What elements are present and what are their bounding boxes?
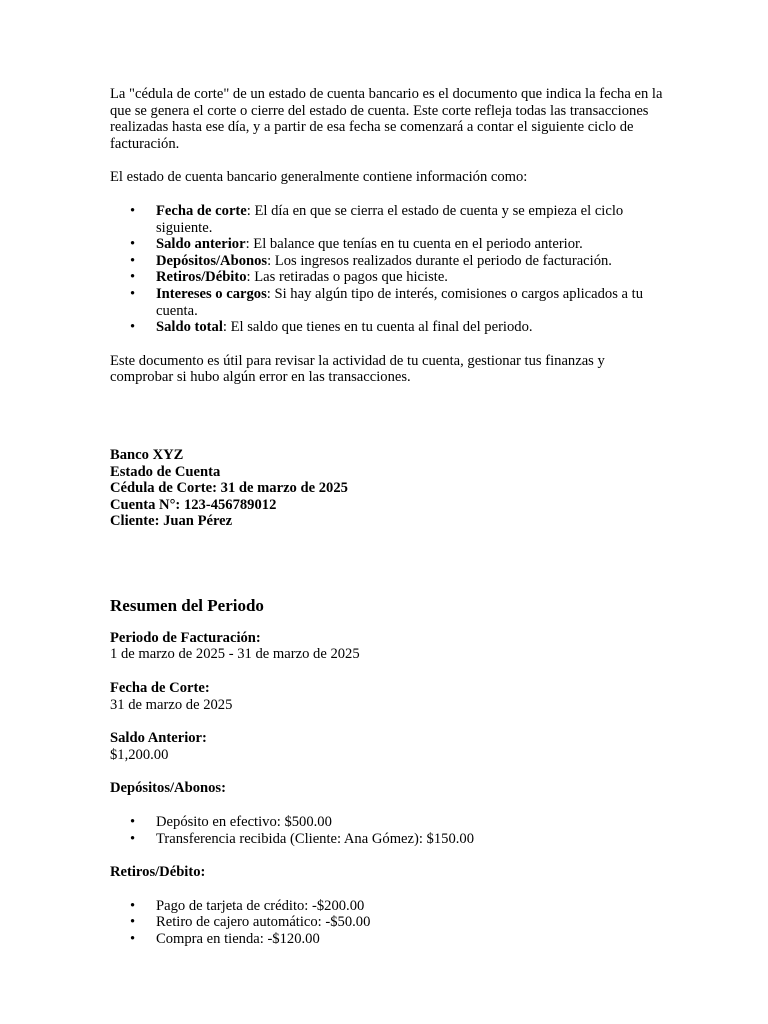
list-item <box>110 914 670 931</box>
list-item <box>110 203 670 236</box>
intro-paragraph-1: La "cédula de corte" de un estado de cuenta bancario es el documento que indica la fecha en la que se genera el corte o cierre del estado de cuenta. Este corte refleja todas las transacciones realizadas hasta ese día, y a partir de esa fecha se comenzará a contar el siguiente ciclo de facturación. <box>110 86 663 152</box>
list-item-term: Saldo anterior <box>156 236 246 253</box>
list-item-term: Saldo total <box>156 319 223 336</box>
list-item <box>110 286 670 319</box>
list-item-desc: : El balance que tenías en tu cuenta en el periodo anterior. <box>245 236 583 253</box>
deposit-item: Transferencia recibida (Cliente: Ana Gómez): $150.00 <box>156 830 474 847</box>
cutoff-date-value: 31 de marzo de 2025 <box>110 696 233 713</box>
previous-balance-field <box>110 730 670 763</box>
bullet-icon: • <box>130 931 136 947</box>
bullet-icon: • <box>130 814 136 831</box>
previous-balance-label: Saldo Anterior: <box>110 730 207 747</box>
bullet-icon: • <box>130 319 136 336</box>
list-item <box>110 236 670 253</box>
list-item <box>110 269 670 286</box>
withdrawals-label: Retiros/Débito: <box>110 864 206 881</box>
list-item <box>110 319 670 336</box>
cutoff-date-label: Fecha de Corte: <box>110 680 210 697</box>
list-item-desc: : El día en que se cierra el estado de cuenta y se empieza el ciclo siguiente. <box>156 202 624 236</box>
intro-paragraph-3: Este documento es útil para revisar la actividad de tu cuenta, gestionar tus finanzas y comprobar si hubo algún error en las transacciones. <box>110 352 605 386</box>
bullet-icon: • <box>130 914 136 931</box>
bullet-icon: • <box>130 269 136 286</box>
list-item-term: Retiros/Débito <box>156 269 247 286</box>
list-item <box>110 831 670 848</box>
list-item <box>110 898 670 915</box>
list-item <box>110 931 670 948</box>
withdrawal-item: Compra en tienda: -$120.00 <box>156 931 320 947</box>
list-item-desc: : Las retiradas o pagos que hiciste. <box>246 269 448 286</box>
list-item-term: Depósitos/Abonos <box>156 252 268 269</box>
intro-paragraph-2: El estado de cuenta bancario generalmente contiene información como: <box>110 169 528 186</box>
list-item-desc: : Si hay algún tipo de interés, comisiones o cargos aplicados a tu cuenta. <box>156 285 644 319</box>
bullet-icon: • <box>130 897 136 914</box>
deposits-list <box>110 814 670 847</box>
list-item-desc: : El saldo que tienes en tu cuenta al final del periodo. <box>222 319 533 336</box>
client-name: Cliente: Juan Pérez <box>110 513 233 530</box>
list-item-desc: : Los ingresos realizados durante el periodo de facturación. <box>267 252 612 269</box>
billing-period-field <box>110 630 670 663</box>
list-item <box>110 814 670 831</box>
bullet-icon: • <box>130 252 136 269</box>
bullet-icon: • <box>130 830 136 847</box>
bank-name: Banco XYZ <box>110 446 184 463</box>
summary-title: Resumen del Periodo <box>110 595 264 615</box>
list-item-term: Intereses o cargos <box>156 285 267 302</box>
billing-period-value: 1 de marzo de 2025 - 31 de marzo de 2025 <box>110 646 360 663</box>
deposit-item: Depósito en efectivo: $500.00 <box>156 814 332 831</box>
document-page <box>110 86 670 965</box>
spacer <box>110 530 670 596</box>
info-list <box>110 203 670 336</box>
bullet-icon: • <box>130 285 136 302</box>
previous-balance-value: $1,200.00 <box>110 746 169 763</box>
list-item <box>110 253 670 270</box>
spacer <box>110 403 670 447</box>
withdrawal-item: Retiro de cajero automático: -$50.00 <box>156 914 371 931</box>
withdrawal-item: Pago de tarjeta de crédito: -$200.00 <box>156 897 365 914</box>
withdrawals-list <box>110 898 670 948</box>
cutoff-date-field <box>110 680 670 713</box>
bullet-icon: • <box>130 202 136 219</box>
bank-header <box>110 447 670 530</box>
deposits-label: Depósitos/Abonos: <box>110 780 226 797</box>
billing-period-label: Periodo de Facturación: <box>110 629 261 646</box>
cutoff-line: Cédula de Corte: 31 de marzo de 2025 <box>110 480 348 497</box>
bullet-icon: • <box>130 236 136 253</box>
statement-title: Estado de Cuenta <box>110 463 221 480</box>
account-number: Cuenta N°: 123-456789012 <box>110 496 277 513</box>
list-item-term: Fecha de corte <box>156 202 247 219</box>
